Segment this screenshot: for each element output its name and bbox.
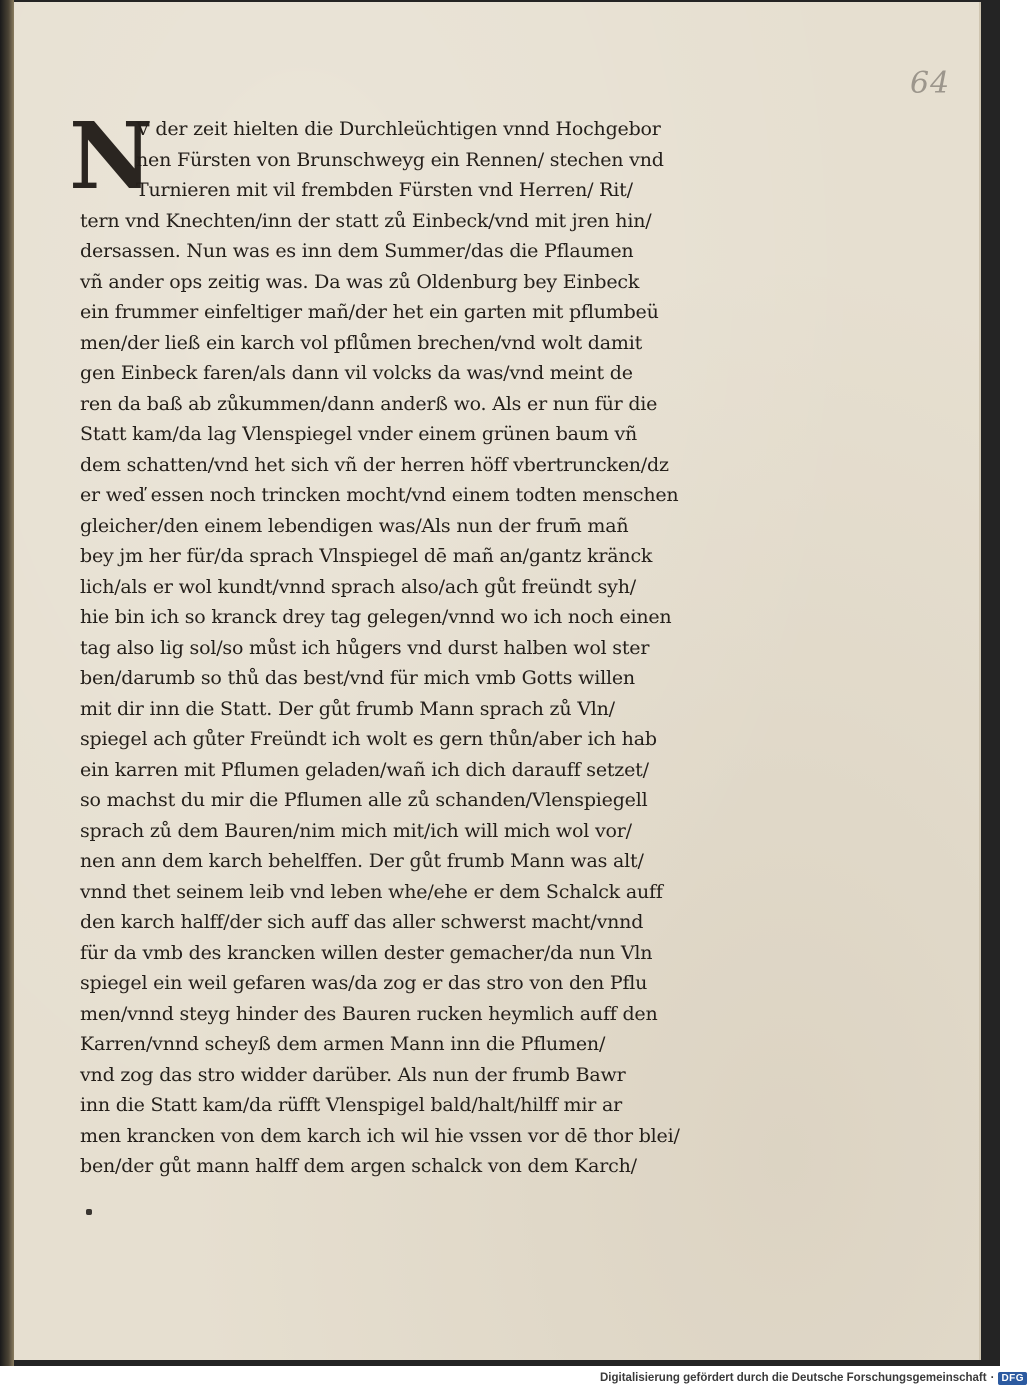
text-line: bey jm her für/da sprach Vlnspiegel dē mañ an/gantz kränck	[80, 545, 653, 567]
folio-number: 64	[910, 66, 951, 101]
text-line: gen Einbeck faren/als dann vil volcks da was/vnd meint de	[80, 362, 633, 384]
text-line: er weď essen noch trincken mocht/vnd einem todten menschen	[80, 484, 679, 506]
page-text	[80, 114, 780, 1182]
text-line: den karch halff/der sich auff das aller schwerst macht/vnnd	[80, 911, 644, 933]
text-line: spiegel ach gůter Freündt ich wolt es gern thůn/aber ich hab	[80, 728, 657, 750]
text-line: vñ ander ops zeitig was. Da was zů Oldenburg bey Einbeck	[80, 270, 640, 293]
text-line: Statt kam/da lag Vlenspiegel vnder einem grünen baum vñ	[80, 423, 638, 445]
text-line: Turnieren mit vil frembden Fürsten vnd Herren/ Rit/	[136, 179, 633, 201]
text-line: nen ann dem karch behelffen. Der gůt frumb Mann was alt/	[80, 850, 644, 872]
text-line: ein frummer einfeltiger mañ/der het ein garten mit pflumbeü	[80, 301, 659, 323]
text-line: V der zeit hielten die Durchleüchtigen vnnd Hochgebor	[136, 118, 661, 140]
text-line: ein karren mit Pflumen geladen/wañ ich dich darauff setzet/	[80, 758, 649, 781]
text-line: men/der ließ ein karch vol pflůmen brechen/vnd wolt damit	[80, 331, 643, 354]
footer-credit-text: Digitalisierung gefördert durch die Deutsche Forschungsgemeinschaft	[600, 1372, 987, 1384]
ink-mark	[86, 1209, 92, 1215]
text-line: spiegel ein weil gefaren was/da zog er das stro von den Pflu	[80, 972, 648, 994]
text-line: dem schatten/vnd het sich vñ der herren höff vbertruncken/dz	[80, 453, 669, 476]
text-line: mit dir inn die Statt. Der gůt frumb Mann sprach zů Vln/	[80, 697, 615, 720]
text-line: ben/darumb so thů das best/vnd für mich vmb Gotts willen	[80, 667, 635, 689]
text-line: vnnd thet seinem leib vnd leben whe/ehe er dem Schalck auff	[80, 880, 663, 903]
text-line: gleicher/den einem lebendigen was/Als nun der frum̄ mañ	[80, 514, 629, 537]
dfg-logo-icon: DFG	[998, 1372, 1027, 1385]
text-line: sprach zů dem Bauren/nim mich mit/ich will mich wol vor/	[80, 819, 632, 842]
text-line: ren da baß ab zůkummen/dann anderß wo. Als er nun für die	[80, 392, 658, 415]
text-line: für da vmb des krancken willen dester gemacher/da nun Vln	[80, 941, 653, 964]
text-line: ben/der gůt mann halff dem argen schalck von dem Karch/	[80, 1155, 637, 1177]
text-line: Karren/vnnd scheyß dem armen Mann inn die Pflumen/	[80, 1033, 606, 1055]
text-line: tag also lig sol/so můst ich hůgers vnd durst halben wol ster	[80, 636, 650, 659]
footer-separator: ·	[990, 1372, 995, 1384]
text-line: hie bin ich so kranck drey tag gelegen/vnnd wo ich noch einen	[80, 606, 672, 628]
drop-capital: N	[69, 102, 154, 210]
book-page	[14, 2, 981, 1360]
footer-credit	[600, 1370, 1027, 1386]
text-line: men krancken von dem karch ich wil hie vssen vor dē thor blei/	[80, 1124, 680, 1147]
book-spine	[0, 0, 14, 1366]
text-line: men/vnnd steyg hinder des Bauren rucken heymlich auff den	[80, 1002, 658, 1025]
text-line: inn die Statt kam/da rüfft Vlenspigel bald/halt/hilff mir ar	[80, 1094, 622, 1116]
text-line: lich/als er wol kundt/vnnd sprach also/ach gůt freündt syh/	[80, 575, 636, 598]
text-line: vnd zog das stro widder darüber. Als nun der frumb Bawr	[80, 1063, 626, 1086]
text-line: tern vnd Knechten/inn der statt zů Einbeck/vnd mit jren hin/	[80, 209, 652, 232]
text-line: dersassen. Nun was es inn dem Summer/das die Pflaumen	[80, 240, 634, 262]
text-line: so machst du mir die Pflumen alle zů schanden/Vlenspiegell	[80, 789, 648, 811]
text-line: nen Fürsten von Brunschweyg ein Rennen/ stechen vnd	[136, 148, 664, 171]
